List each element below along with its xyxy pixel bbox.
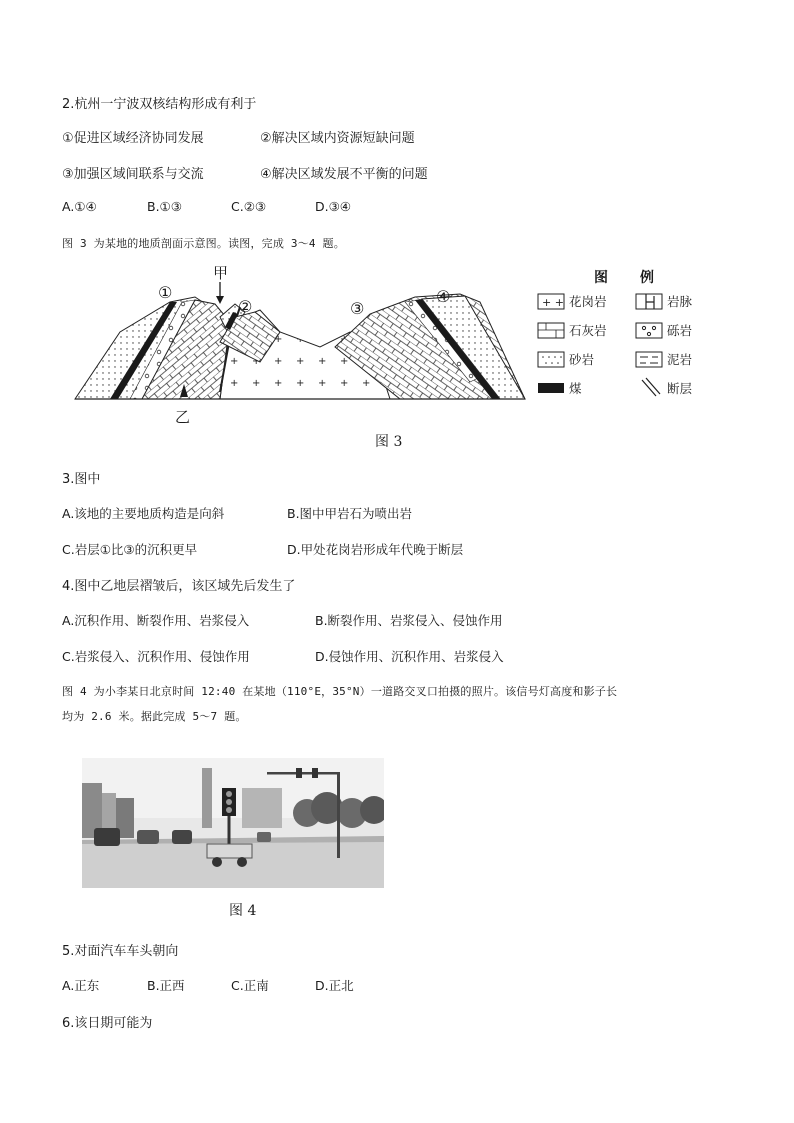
q6-stem: 6.该日期可能为 (62, 1016, 153, 1031)
q2-option-d: D.③④ (315, 199, 352, 214)
q2-stem: 2.杭州一宁波双核结构形成有利于 (62, 97, 257, 112)
svg-text:例: 例 (640, 270, 654, 286)
q2-statement-4: ④解决区域发展不平衡的问题 (260, 167, 428, 182)
legend-dike: 岩脉 (667, 294, 693, 309)
q4-option-d: D.侵蚀作用、沉积作用、岩浆侵入 (315, 649, 504, 664)
figure3-legend (536, 264, 716, 404)
legend-mudstone: 泥岩 (667, 352, 693, 367)
q3-option-d: D.甲处花岗岩形成年代晚于断层 (287, 542, 464, 557)
intro-q5-7-line1: 图 4 为小李某日北京时间 12:40 在某地（110°E，35°N）一道路交叉口拍摄的照片。该信号灯高度和影子长 (62, 685, 618, 698)
legend-fault: 断层 (667, 381, 693, 396)
q3-option-c: C.岩层①比③的沉积更早 (62, 542, 198, 557)
circle-label-3: ③ (350, 299, 365, 318)
q2-option-c: C.②③ (231, 199, 267, 214)
label-jia: 甲 (213, 264, 229, 282)
legend-limestone: 石灰岩 (569, 323, 607, 338)
fault-icon (642, 378, 660, 396)
q4-stem: 4.图中乙地层褶皱后，该区域先后发生了 (62, 579, 296, 594)
intro-q3-4: 图 3 为某地的地质剖面示意图。读图，完成 3～4 题。 (62, 237, 345, 250)
q3-option-a: A.该地的主要地质构造是向斜 (62, 506, 225, 521)
q2-statement-3: ③加强区域间联系与交流 (62, 167, 204, 182)
q2-option-a: A.①④ (62, 199, 97, 214)
q4-option-b: B.断裂作用、岩浆侵入、侵蚀作用 (315, 613, 503, 628)
q2-statement-1: ①促进区域经济协同发展 (62, 131, 204, 146)
coal-icon (538, 383, 564, 393)
q3-stem: 3.图中 (62, 472, 101, 487)
q4-option-c: C.岩浆侵入、沉积作用、侵蚀作用 (62, 649, 250, 664)
circle-label-2: ② (238, 297, 253, 316)
limestone-icon (538, 323, 564, 338)
legend-granite: 花岗岩 (569, 294, 607, 309)
q5-option-d: D.正北 (315, 978, 354, 993)
label-yi: 乙 (175, 408, 191, 426)
q2-option-b: B.①③ (147, 199, 182, 214)
circle-label-1: ① (158, 283, 173, 302)
legend-conglomerate: 砾岩 (667, 323, 693, 338)
q4-option-a: A.沉积作用、断裂作用、岩浆侵入 (62, 613, 250, 628)
geologic-cross-section (70, 262, 530, 430)
q3-option-b: B.图中甲岩石为喷出岩 (287, 506, 413, 521)
svg-text:图: 图 (594, 270, 608, 286)
q5-option-c: C.正南 (231, 978, 269, 993)
intersection-photo (82, 758, 384, 888)
figure4-caption: 图 4 (229, 903, 257, 919)
legend-sandstone: 砂岩 (569, 352, 595, 367)
q2-statement-2: ②解决区域内资源短缺问题 (260, 131, 415, 146)
q5-option-b: B.正西 (147, 978, 185, 993)
q5-option-a: A.正东 (62, 978, 100, 993)
legend-coal: 煤 (569, 381, 582, 396)
svg-text:+ +: + + (542, 296, 564, 309)
intro-q5-7-line2: 均为 2.6 米。据此完成 5～7 题。 (62, 710, 247, 723)
circle-label-4: ④ (436, 287, 451, 306)
figure3-caption: 图 3 (375, 434, 403, 450)
q5-stem: 5.对面汽车车头朝向 (62, 944, 179, 959)
